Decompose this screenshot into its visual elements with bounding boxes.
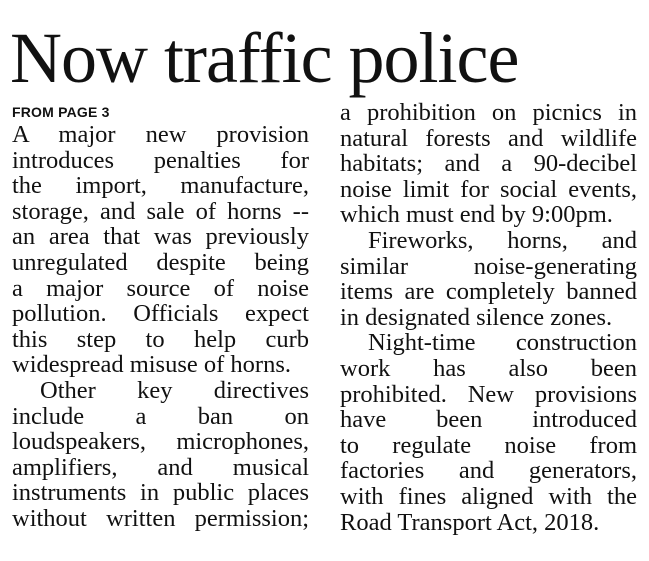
- body-text-line: instruments in public places: [12, 479, 309, 507]
- body-text-line: work has also been: [340, 354, 637, 382]
- body-text-line: Other key directives: [40, 376, 309, 404]
- body-text-line: include a ban on: [12, 402, 309, 430]
- headline: Now traffic police: [10, 18, 519, 98]
- body-text-line: a major source of noise: [12, 274, 309, 302]
- left-column-body: [12, 122, 309, 532]
- right-column-body: [340, 100, 637, 535]
- body-text-line: to regulate noise from: [340, 431, 637, 459]
- body-text-line: an area that was previously: [12, 223, 309, 251]
- body-text-line: widespread misuse of horns.: [12, 351, 291, 379]
- body-text-line: have been introduced: [340, 406, 637, 434]
- body-text-line: A major new provision: [12, 121, 309, 148]
- body-text-line: Night-time construction: [368, 329, 637, 357]
- body-text-line: Road Transport Act, 2018.: [340, 508, 600, 536]
- body-text-line: pollution. Officials expect: [12, 300, 309, 328]
- body-text-line: loudspeakers, microphones,: [12, 428, 309, 456]
- body-text-line: unregulated despite being: [12, 248, 309, 276]
- body-text-line: natural forests and wildlife: [340, 124, 637, 152]
- continuation-kicker: FROM PAGE 3: [12, 104, 110, 120]
- body-text-line: Fireworks, horns, and: [368, 226, 637, 254]
- body-text-line: in designated silence zones.: [340, 303, 613, 331]
- body-text-line: with fines aligned with the: [340, 482, 637, 510]
- body-text-line: introduces penalties for: [12, 146, 309, 174]
- body-text-line: which must end by 9:00pm.: [340, 201, 613, 229]
- article-column-left: [12, 100, 309, 532]
- body-text-line: factories and generators,: [340, 457, 637, 485]
- body-text-line: this step to help curb: [12, 325, 309, 353]
- body-text-line: prohibited. New provisions: [340, 380, 637, 408]
- article-column-right: [340, 100, 637, 535]
- body-text-line: habitats; and a 90-decibel: [340, 150, 637, 178]
- body-text-line: noise limit for social events,: [340, 175, 637, 203]
- body-text-line: items are completely banned: [340, 278, 637, 306]
- body-text-line: storage, and sale of horns --: [12, 197, 309, 225]
- body-text-line: a prohibition on picnics in: [340, 99, 637, 126]
- body-text-line: similar noise-generating: [340, 252, 637, 280]
- body-text-line: amplifiers, and musical: [12, 453, 309, 481]
- body-text-line: without written permission;: [12, 504, 309, 532]
- body-text-line: the import, manufacture,: [12, 172, 309, 200]
